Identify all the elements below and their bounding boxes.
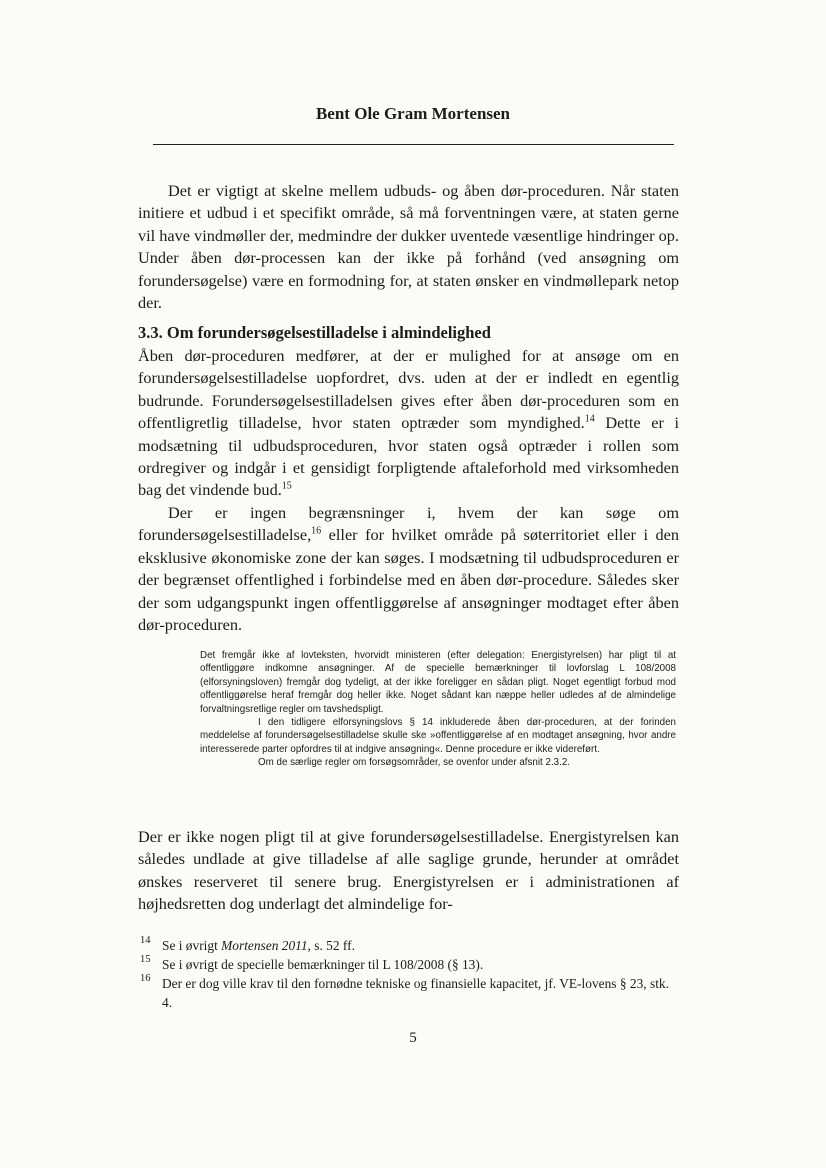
paragraph-intro: Det er vigtigt at skelne mellem udbuds- og åben dør-proceduren. Når staten initiere et udbud i et specifikt område, så må forventningen være, at staten gerne vil have vindmøller der, medmindre der dukker uventede væsentlige hindringer op. Under åben dør-processen kan der ikke på forhånd (ved ansøgning om forundersøgelse) være en formodning for, at staten ønsker en vindmøllepark netop der. bbox=[138, 181, 680, 313]
note-paragraph-3: Om de særlige regler om forsøgsområder, se ovenfor under afsnit 2.3.2. bbox=[258, 757, 571, 769]
footnote-ref-15: 15 bbox=[281, 481, 292, 493]
page-number: 5 bbox=[409, 1030, 417, 1046]
footnote-number: 16 bbox=[140, 973, 151, 984]
paragraph-restrictions bbox=[138, 502, 679, 636]
paragraph-open-door-text-a: Åben dør-proceduren medfører, at der er mulighed for at ansøge om en forundersøgelsestilladelse uopfordret, dvs. uden at der er indledt en egentlig budrunde. Forundersøgelsestilladelsen gives efter åben dør-proceduren som en offentligretlig tilladelse, hvor staten optræder som myndighed. bbox=[138, 346, 679, 433]
footnote-text: Der er dog ville krav til den fornødne tekniske og finansielle kapacitet, jf. VE-lovens § 23, stk. 4. bbox=[162, 976, 669, 1010]
paragraph-no-obligation: Der er ikke nogen pligt til at give forundersøgelsestilladelse. Energistyrelsen kan således undlade at give tilladelse af alle saglige grunde, herunder at området ønskes reserveret til senere brug. Energistyrelsen er i administrationen af højhedsretten dog underlagt det almindelige for- bbox=[138, 827, 679, 914]
paragraph-open-door-text-b: Dette er i modsætning til udbudsproceduren, hvor staten også optræder i rollen som ordregiver og indgår i et gensidigt forpligtende aftaleforhold med virksomheden bag det vindende bud. bbox=[138, 413, 680, 500]
section-heading: 3.3. Om forundersøgelsestilladelse i almindelighed bbox=[138, 323, 491, 342]
footnote-ref-16: 16 bbox=[311, 525, 322, 537]
footnote-number: 15 bbox=[140, 954, 151, 965]
footnote-text-end: , s. 52 ff. bbox=[307, 938, 355, 953]
note-paragraph-1: Det fremgår ikke af lovteksten, hvorvidt ministeren (efter delegation: Energistyrelsen) har pligt til at offentliggøre indkomne ansøgninger. Af de specielle bemærkninger til lovforslag L 108/2008 (elforsyningsloven) fremgår dog tydeligt, at der ikke foreligger en sådan pligt. Noget egentligt forbud mod offentliggørelse heraf fremgår dog heller ikke. Noget sådant kan næppe heller udledes af de almindelige forvaltningsretlige regler om tavshedspligt. bbox=[200, 650, 676, 715]
footnotes bbox=[140, 936, 680, 1012]
paragraph-open-door bbox=[138, 345, 679, 502]
small-print-note bbox=[200, 649, 676, 770]
footnote-14 bbox=[140, 936, 680, 955]
paragraph-restrictions-text-a: Der er ingen begrænsninger i, hvem der kan søge om forundersøgelsestilladelse, bbox=[138, 503, 679, 545]
note-paragraph-2: I den tidligere elforsyningslovs § 14 inkluderede åben dør-proceduren, at der forinden meddelelse af forundersøgelsestilladelse skulle ske »offentliggørelse af en modtaget ansøgning, hvor andre interesserede parter opfordres til at indgive ansøgning«. Denne procedure er ikke videreført. bbox=[200, 717, 676, 755]
paragraph-restrictions-text-b: eller for hvilket område på søterritoriet eller i den eksklusive økonomiske zone der kan søges. I modsætning til udbudsproceduren er der begrænset offentlighed i forbindelse med en åben dør-procedure. Således sker der som udgangspunkt ingen offentliggørelse af ansøgninger modtaget efter åben dør-proceduren. bbox=[138, 525, 679, 635]
footnote-16 bbox=[140, 974, 680, 1012]
running-header: Bent Ole Gram Mortensen bbox=[315, 104, 511, 123]
footnote-citation: Mortensen 2011 bbox=[221, 938, 308, 953]
header-rule bbox=[153, 144, 674, 145]
footnote-text: Se i øvrigt de specielle bemærkninger til L 108/2008 (§ 13). bbox=[162, 957, 484, 972]
footnote-ref-14: 14 bbox=[584, 413, 595, 425]
footnote-15 bbox=[140, 955, 680, 974]
footnote-number: 14 bbox=[140, 935, 151, 946]
footnote-text: Se i øvrigt bbox=[162, 938, 222, 953]
